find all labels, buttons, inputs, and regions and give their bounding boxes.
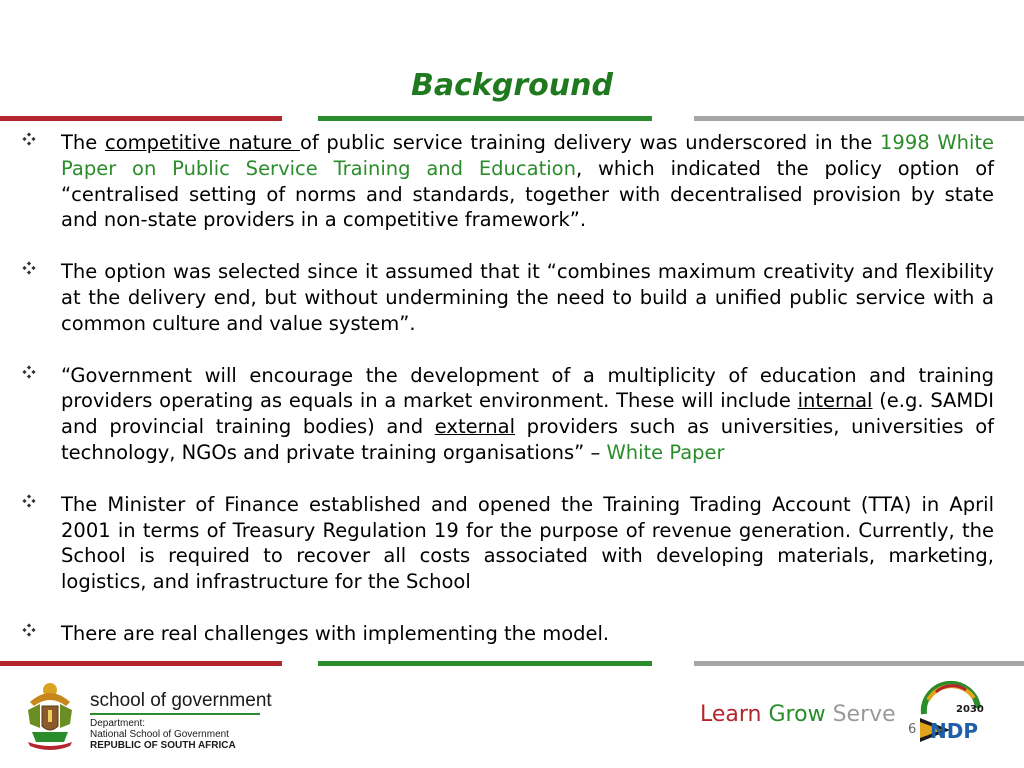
bullet-text-segment: White Paper [606, 440, 725, 464]
bullet-text [61, 131, 994, 231]
bullet-list [22, 130, 994, 673]
department-label: Department: [90, 718, 146, 729]
top-rule-gray [694, 116, 1024, 121]
bullet-item [22, 363, 994, 466]
bullet-item [22, 259, 994, 336]
diamond-bullet-icon [22, 132, 36, 146]
bullet-text [61, 364, 994, 464]
bullet-text-segment: external [434, 415, 516, 439]
tagline-serve: Serve [832, 702, 896, 727]
bullet-item [22, 492, 994, 595]
bottom-rule-gray [694, 661, 1024, 666]
diamond-bullet-icon [22, 261, 36, 275]
tagline-grow: Grow [768, 702, 826, 727]
bullet-text-segment: The option was selected since it assumed that it “combines maximum creativity and flexibility at the delivery end, but without undermining the need to build a unified public service with a common culture and value system”. [61, 260, 994, 335]
bullet-text [61, 260, 994, 335]
bottom-rule-red [0, 661, 282, 666]
bullet-text-segment: internal [797, 389, 873, 413]
bullet-text-segment: competitive nature [104, 131, 300, 154]
bullet-text [61, 622, 609, 645]
bullet-item [22, 621, 994, 647]
bullet-item [22, 130, 994, 233]
ndp-year: 2030 [956, 704, 984, 715]
department-name: National School of Government [90, 729, 229, 740]
bullet-text-segment: 1998 White Paper on Public Service Training and Education [61, 131, 995, 180]
diamond-bullet-icon [22, 365, 36, 379]
bottom-rule-green [318, 661, 652, 666]
country-name: REPUBLIC OF SOUTH AFRICA [90, 740, 236, 751]
org-name: school of government [90, 690, 272, 711]
diamond-bullet-icon [22, 494, 36, 508]
bullet-text-segment: “Government will encourage the development of a multiplicity of education and training providers operating as equals in a market environment. These will include [61, 363, 994, 413]
bullet-text-segment: (e.g. SAMDI and provincial training bodies) and [61, 389, 994, 439]
bullet-text-segment: providers such as universities, universities of technology, NGOs and private training organisations” – [61, 415, 994, 464]
ndp-2030-logo [916, 678, 986, 748]
coat-of-arms-logo [22, 680, 78, 752]
page-number: 6 [908, 722, 917, 737]
tagline [700, 702, 896, 727]
bullet-text-segment: , which indicated the policy option of “centralised setting of norms and standards, together with decentralised provision by state and non-state providers in a competitive framework”. [61, 156, 994, 232]
ndp-text: NDP [930, 719, 978, 743]
bullet-text-segment: The [61, 131, 105, 154]
org-underline [90, 713, 260, 715]
diamond-bullet-icon [22, 623, 36, 637]
bullet-text-segment: of public service training delivery was underscored in the [299, 131, 881, 154]
bullet-text-segment: The Minister of Finance established and opened the Training Trading Account (TTA) in April 2001 in terms of Treasury Regulation 19 for the purpose of revenue generation. Currently, the School is required to recover all costs associated with developing materials, marketing, logistics, and infrastructure for the School [61, 492, 994, 594]
slide-title: Background [411, 68, 613, 103]
bullet-text [61, 493, 994, 593]
department-block [90, 718, 236, 751]
top-rule-green [318, 116, 652, 121]
top-rule-red [0, 116, 282, 121]
bullet-text-segment: There are real challenges with implementing the model. [61, 621, 610, 645]
tagline-learn: Learn [700, 702, 762, 727]
